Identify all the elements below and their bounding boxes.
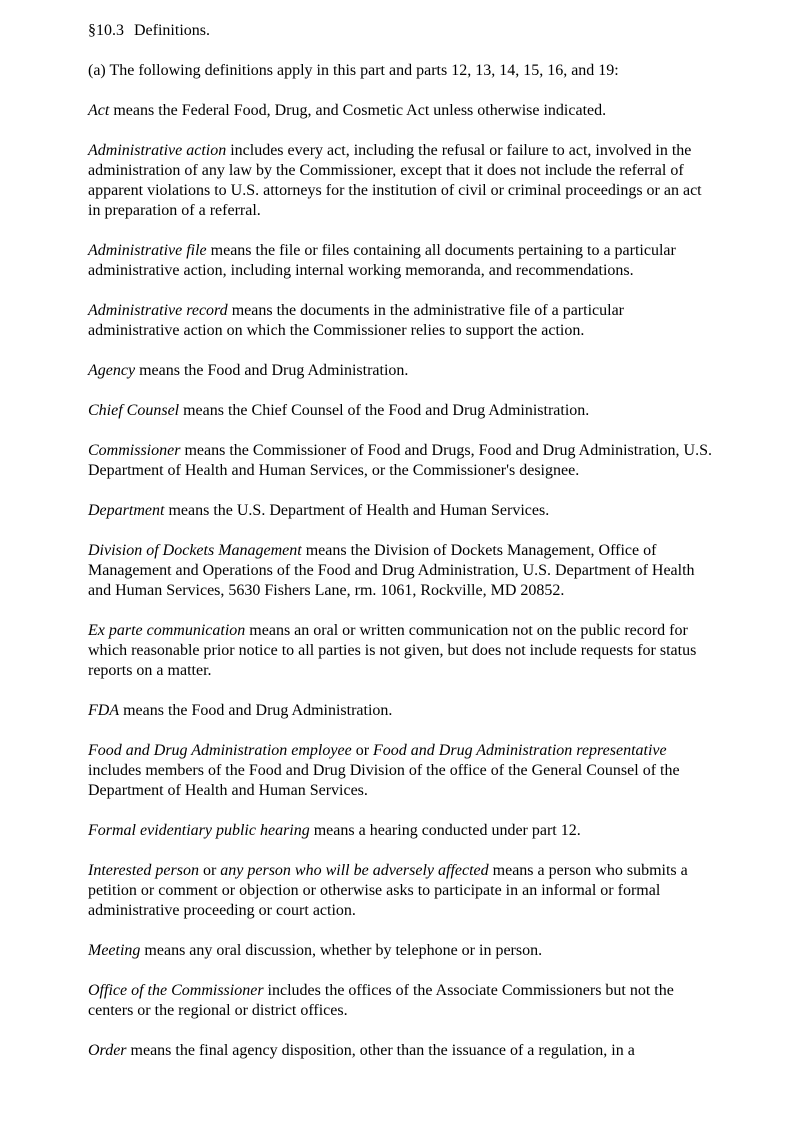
section-title: Definitions. — [134, 22, 210, 39]
defined-term: FDA — [88, 702, 120, 719]
definition-text: means the U.S. Department of Health and Human Services. — [164, 502, 550, 519]
definition-paragraph — [88, 361, 713, 381]
definition-text: means the Chief Counsel of the Food and Drug Administration. — [179, 402, 590, 419]
definition-text: means the final agency disposition, other than the issuance of a regulation, in a — [126, 1042, 635, 1059]
definition-paragraph — [88, 301, 713, 341]
defined-term: Administrative action — [88, 142, 227, 159]
defined-term: Department — [88, 502, 165, 519]
definition-paragraph — [88, 741, 713, 801]
definition-paragraph — [88, 141, 713, 221]
section-number: §10.3 — [88, 22, 124, 39]
term-joiner: or — [351, 742, 374, 759]
definition-paragraph — [88, 241, 713, 281]
section-heading — [88, 21, 713, 41]
definition-paragraph — [88, 821, 713, 841]
defined-term: Ex parte communication — [88, 622, 246, 639]
defined-term: Chief Counsel — [88, 402, 180, 419]
defined-term: Administrative record — [88, 302, 228, 319]
intro-paragraph: (a) The following definitions apply in this part and parts 12, 13, 14, 15, 16, and 19: — [88, 62, 619, 79]
defined-term: Office of the Commissioner — [88, 982, 264, 999]
definition-paragraph — [88, 701, 713, 721]
defined-term-alternate: any person who will be adversely affected — [220, 862, 489, 879]
definition-text: means any oral discussion, whether by telephone or in person. — [140, 942, 543, 959]
defined-term: Order — [88, 1042, 127, 1059]
defined-term: Act — [88, 102, 110, 119]
definitions-list — [88, 101, 713, 1061]
definition-text: means the Division of Dockets Management, Office of Management and Operations of the Food and Drug Administration, U.S. Department of Health and Human Services, 5630 Fishers Lane, rm. 1061, Rockville, MD 20852. — [88, 542, 695, 599]
definition-paragraph — [88, 401, 713, 421]
definition-text: means the Commissioner of Food and Drugs, Food and Drug Administration, U.S. Department of Health and Human Services, or the Commissioner's designee. — [88, 442, 712, 479]
defined-term: Formal evidentiary public hearing — [88, 822, 310, 839]
defined-term-alternate: Food and Drug Administration representative — [373, 742, 667, 759]
definition-paragraph — [88, 981, 713, 1021]
definition-paragraph — [88, 501, 713, 521]
definition-text: includes members of the Food and Drug Division of the office of the General Counsel of the Department of Health and Human Services. — [88, 762, 680, 799]
definition-text: includes the offices of the Associate Commissioners but not the centers or the regional or district offices. — [88, 982, 674, 1019]
definition-text: means a person who submits a petition or comment or objection or otherwise asks to participate in an informal or formal administrative proceeding or court action. — [88, 862, 688, 919]
definition-paragraph — [88, 441, 713, 481]
definition-text: means an oral or written communication not on the public record for which reasonable prior notice to all parties is not given, but does not include requests for status reports on a matter. — [88, 622, 697, 679]
defined-term: Commissioner — [88, 442, 181, 459]
definition-text: means the file or files containing all documents pertaining to a particular administrative action, including internal working memoranda, and recommendations. — [88, 242, 676, 279]
defined-term: Interested person — [88, 862, 199, 879]
defined-term: Division of Dockets Management — [88, 542, 302, 559]
definition-text: means the documents in the administrative file of a particular administrative action on which the Commissioner relies to support the action. — [88, 302, 624, 339]
defined-term: Administrative file — [88, 242, 207, 259]
defined-term: Meeting — [88, 942, 141, 959]
definition-text: includes every act, including the refusal or failure to act, involved in the administration of any law by the Commissioner, except that it does not include the referral of apparent violations to U.S. attorneys for the institution of civil or criminal proceedings or an act in preparation of a referral. — [88, 142, 702, 219]
definition-paragraph — [88, 541, 713, 601]
term-joiner: or — [198, 862, 221, 879]
definition-text: means the Federal Food, Drug, and Cosmetic Act unless otherwise indicated. — [109, 102, 607, 119]
definition-paragraph — [88, 1041, 713, 1061]
definition-text: means a hearing conducted under part 12. — [309, 822, 581, 839]
defined-term: Agency — [88, 362, 136, 379]
definition-text: means the Food and Drug Administration. — [135, 362, 409, 379]
definition-text: means the Food and Drug Administration. — [119, 702, 393, 719]
definition-paragraph — [88, 941, 713, 961]
defined-term: Food and Drug Administration employee — [88, 742, 352, 759]
document-page — [88, 21, 713, 1081]
definition-paragraph — [88, 101, 713, 121]
definition-paragraph — [88, 861, 713, 921]
definition-paragraph — [88, 621, 713, 681]
